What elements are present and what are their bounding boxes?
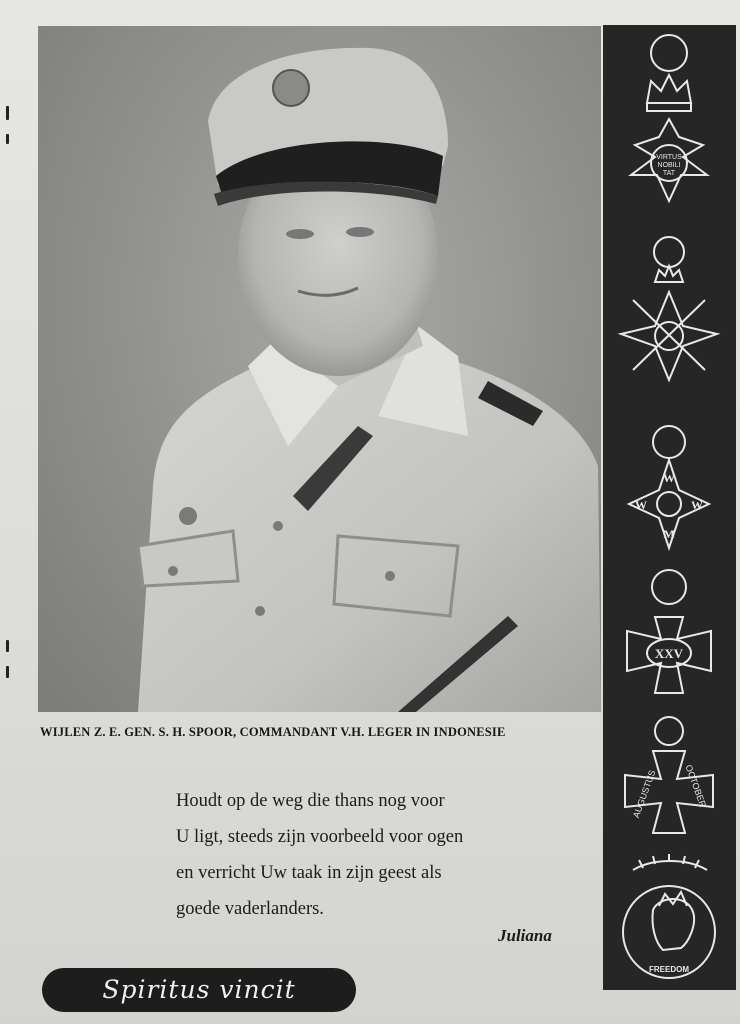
w-cross-icon (603, 420, 736, 560)
svg-text:FREEDOM: FREEDOM (649, 965, 689, 974)
svg-text:AUGUSTUS: AUGUSTUS (630, 768, 658, 820)
svg-text:NOBILI: NOBILI (657, 162, 681, 169)
svg-text:XXV: XXV (654, 646, 684, 661)
svg-text:W: W (635, 498, 647, 512)
augustus-october-cross-icon (603, 715, 736, 845)
quote-line: en verricht Uw taak in zijn geest als (176, 863, 442, 883)
freedom-medal-icon (603, 850, 736, 990)
svg-text:W: W (663, 471, 675, 485)
signature: Juliana (498, 926, 552, 945)
royal-quote (176, 783, 536, 927)
quote-line: U ligt, steeds zijn voorbeeld voor ogen (176, 827, 464, 847)
officer-portrait (38, 26, 601, 712)
military-order-cross-icon (603, 230, 736, 410)
order-of-nobility-icon (603, 25, 736, 225)
svg-text:VIRTUS: VIRTUS (656, 154, 682, 161)
svg-text:TAT: TAT (662, 170, 676, 177)
binding-marks (4, 100, 14, 700)
quote-line: Houdt op de weg die thans nog voor (176, 791, 445, 811)
portrait-photo (38, 26, 601, 712)
photo-caption: WIJLEN Z. E. GEN. S. H. SPOOR, COMMANDANT V.H. LEGER IN INDONESIE (40, 725, 506, 739)
svg-text:OCTOBER: OCTOBER (683, 763, 709, 809)
spiritus-vincit-logo (42, 968, 356, 1012)
medal-strip (603, 25, 736, 990)
quote-line: goede vaderlanders. (176, 899, 324, 919)
svg-text:M: M (663, 527, 675, 541)
logo-text: Spiritus vincit (102, 975, 296, 1004)
svg-text:W: W (691, 498, 703, 512)
xxv-cross-icon (603, 565, 736, 710)
